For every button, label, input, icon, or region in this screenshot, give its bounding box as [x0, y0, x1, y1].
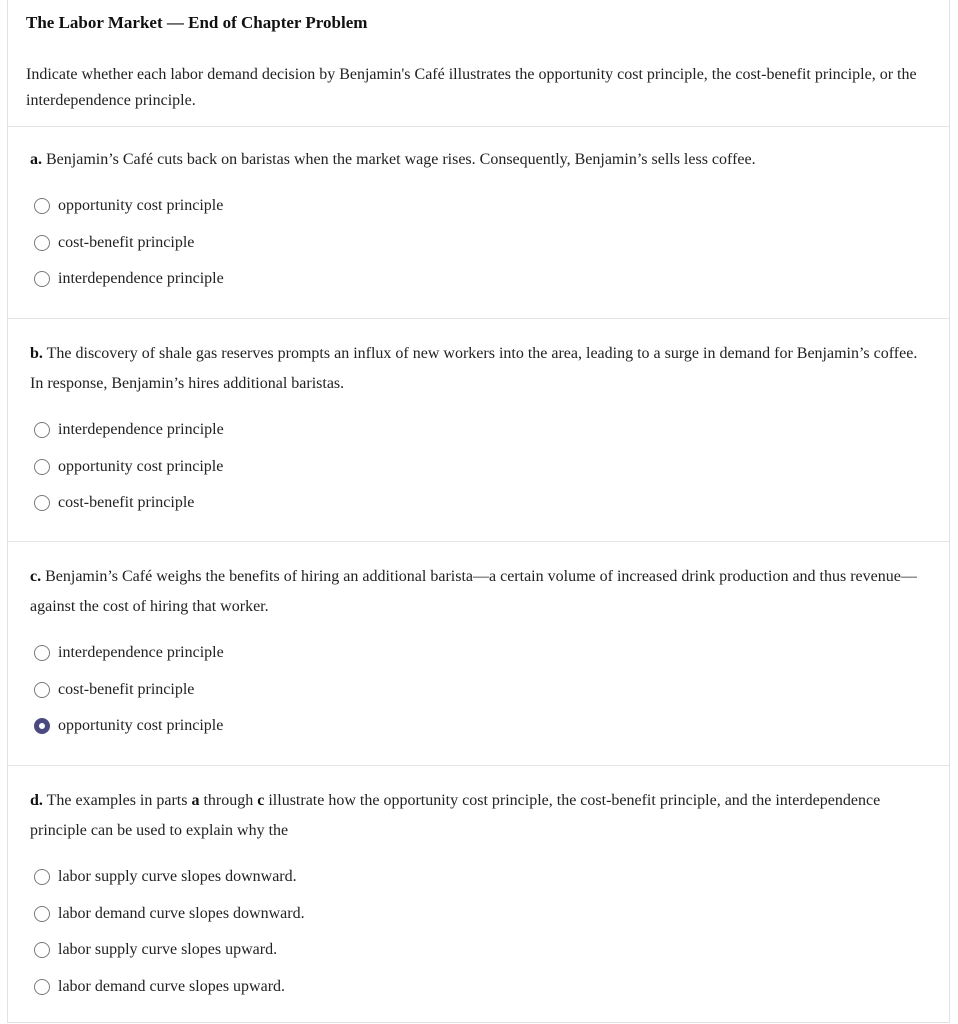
option-label: interdependence principle [58, 270, 224, 288]
question-c-letter: c. [30, 568, 42, 585]
option-label: opportunity cost principle [58, 717, 224, 735]
question-a-letter: a. [30, 151, 42, 168]
question-c-option-3[interactable] [30, 708, 930, 745]
option-label: cost-benefit principle [58, 233, 195, 251]
page-title: The Labor Market — End of Chapter Problem [26, 13, 368, 32]
option-label: interdependence principle [58, 644, 224, 662]
question-a-options [30, 188, 930, 298]
question-c-option-1[interactable] [30, 635, 930, 672]
radio-button[interactable] [34, 942, 50, 958]
divider [8, 541, 949, 542]
radio-button[interactable] [34, 718, 50, 734]
question-b-option-1[interactable] [30, 412, 930, 449]
radio-button[interactable] [34, 235, 50, 251]
option-label: labor supply curve slopes downward. [58, 868, 297, 886]
question-d-prompt [30, 786, 930, 846]
option-label: labor supply curve slopes upward. [58, 941, 278, 959]
question-d-part-c: c [257, 792, 265, 809]
option-label: opportunity cost principle [58, 197, 224, 215]
radio-button[interactable] [34, 682, 50, 698]
question-d-text-after: illustrate how the opportunity cost principle, the cost-benefit principle, and the interdependence principle can be used to explain why the [30, 792, 881, 839]
question-a-prompt [30, 145, 930, 175]
question-a-option-1[interactable] [30, 188, 930, 225]
radio-button[interactable] [34, 869, 50, 885]
option-label: cost-benefit principle [58, 494, 195, 512]
option-label: cost-benefit principle [58, 680, 195, 698]
question-d-letter: d. [30, 792, 43, 809]
question-d-option-3[interactable] [30, 932, 930, 969]
radio-button[interactable] [34, 271, 50, 287]
question-d-text-before: The examples in parts [46, 792, 192, 809]
radio-button[interactable] [34, 459, 50, 475]
question-b [30, 339, 930, 522]
question-b-prompt [30, 339, 930, 399]
radio-button[interactable] [34, 495, 50, 511]
question-b-options [30, 412, 930, 522]
question-d-option-2[interactable] [30, 896, 930, 933]
option-label: opportunity cost principle [58, 457, 224, 475]
question-c-prompt [30, 562, 930, 622]
question-a-text: Benjamin’s Café cuts back on baristas when the market wage rises. Consequently, Benjamin’s sells less coffee. [46, 151, 756, 168]
question-b-option-3[interactable] [30, 485, 930, 522]
divider [8, 126, 949, 127]
divider [8, 318, 949, 319]
radio-button[interactable] [34, 198, 50, 214]
radio-button[interactable] [34, 906, 50, 922]
question-c [30, 562, 930, 745]
question-d-text-mid: through [199, 792, 258, 809]
question-c-text: Benjamin’s Café weighs the benefits of hiring an additional barista—a certain volume of increased drink production and thus revenue—against the cost of hiring that worker. [30, 568, 917, 615]
question-d-part-a: a [191, 792, 200, 809]
radio-button[interactable] [34, 422, 50, 438]
option-label: interdependence principle [58, 421, 224, 439]
question-d-options [30, 859, 930, 1005]
question-d-option-4[interactable] [30, 969, 930, 1006]
option-label: labor demand curve slopes downward. [58, 904, 305, 922]
option-label: labor demand curve slopes upward. [58, 977, 286, 995]
question-a-option-2[interactable] [30, 225, 930, 262]
divider [8, 765, 949, 766]
question-b-option-2[interactable] [30, 449, 930, 486]
instructions: Indicate whether each labor demand decision by Benjamin's Café illustrates the opportunity cost principle, the cost-benefit principle, or the interdependence principle. [26, 66, 917, 109]
question-c-options [30, 635, 930, 745]
question-b-text: The discovery of shale gas reserves prompts an influx of new workers into the area, leading to a surge in demand for Benjamin’s coffee. In response, Benjamin’s hires additional baristas. [30, 345, 918, 392]
question-d-option-1[interactable] [30, 859, 930, 896]
radio-button[interactable] [34, 645, 50, 661]
question-d [30, 786, 930, 1005]
question-a [30, 145, 930, 298]
question-b-letter: b. [30, 345, 43, 362]
question-c-option-2[interactable] [30, 672, 930, 709]
radio-button[interactable] [34, 979, 50, 995]
question-a-option-3[interactable] [30, 261, 930, 298]
